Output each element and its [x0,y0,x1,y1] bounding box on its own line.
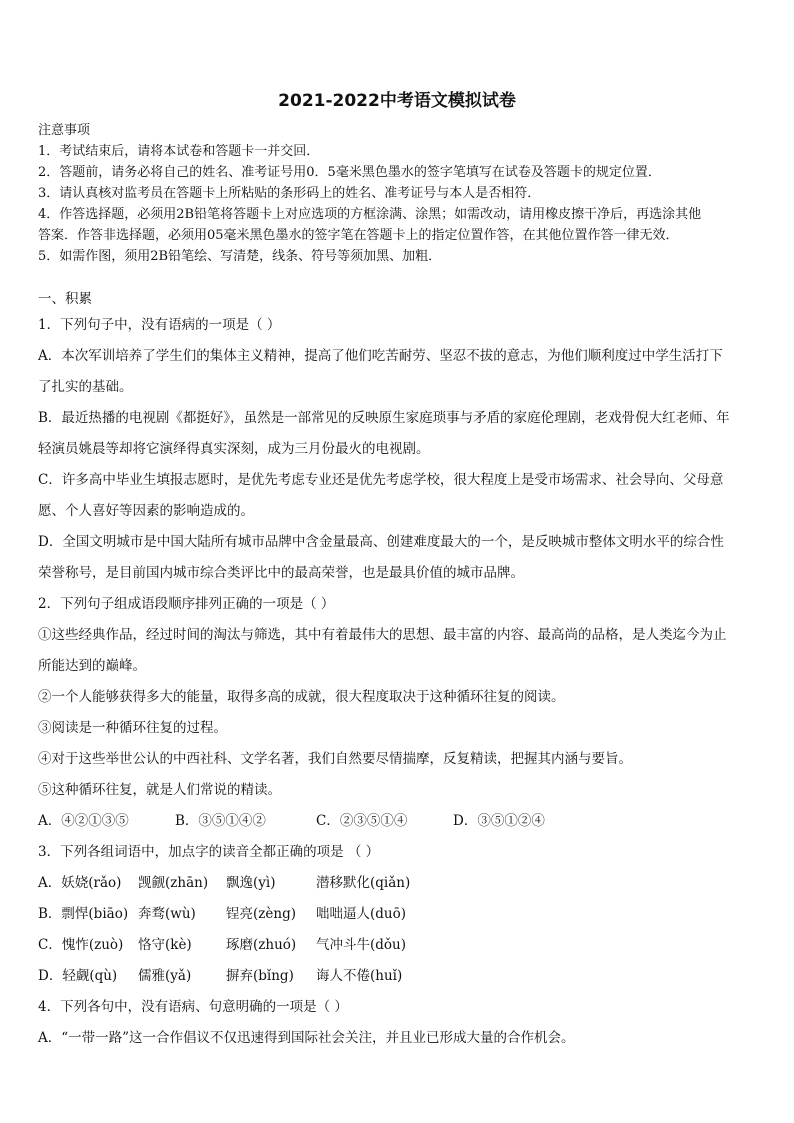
question-2-stem: 2．下列句子组成语段顺序排列正确的一项是（ ） [38,596,335,612]
exam-page [38,0,756,1054]
q2-option-b: B．③⑤①④② [175,813,266,829]
q1-option-b-cont: 轻演员姚晨等却将它演绎得真实深刻，成为三月份最火的电视剧。 [38,441,430,457]
q3-word: 琢磨(zhuó) [226,937,297,953]
q3-word: 摒弃(bǐng) [226,968,294,984]
q2-sentence-4: ④对于这些举世公认的中西社科、文学名著，我们自然要尽情揣摩，反复精读，把握其内涵与要旨。 [38,751,632,767]
q2-option-a: A．④②①③⑤ [38,813,129,829]
q1-option-a-cont: 了扎实的基础。 [38,379,133,395]
q3-word: 咄咄逼人(duō) [316,906,406,922]
q1-option-b: B．最近热播的电视剧《都挺好》，虽然是一部常见的反映原生家庭琐事与矛盾的家庭伦理剧，老戏骨倪大红老师、年 [38,410,730,426]
q3-word: 潜移默化(qiǎn) [316,875,411,891]
q2-sentence-5: ⑤这种循环往复，就是人们常说的精读。 [38,782,281,798]
q4-option-a: A．“一带一路”这一合作倡议不仅迅速得到国际社会关注，并且业已形成大量的合作机会。 [38,1030,575,1046]
question-1-stem: 1．下列句子中，没有语病的一项是（ ） [38,317,281,333]
q3-word: A．妖娆(rǎo) [38,875,122,891]
q3-option-row [38,930,756,961]
notice-heading: 注意事项 [38,123,91,138]
q3-word: C．愧怍(zuò) [38,937,124,953]
q1-option-d: D．全国文明城市是中国大陆所有城市品牌中含金量最高、创建难度最大的一个，是反映城市整体文明水平的综合性 [38,534,724,550]
notice-line: 2．答题前，请务必将自己的姓名、准考证号用0．5毫米黑色墨水的签字笔填写在试卷及答题卡的规定位置． [38,165,661,180]
q3-word: B．剽悍(biāo) [38,906,129,922]
q3-word: 气冲斗牛(dǒu) [316,937,406,953]
page-title: 2021-2022中考语文模拟试卷 [278,91,516,111]
q2-sentence-1: ①这些经典作品，经过时间的淘汰与筛选，其中有着最伟大的思想、最丰富的内容、最高尚的品格，是人类迄今为止 [38,627,727,643]
q3-option-row [38,899,756,930]
q3-word: 诲人不倦(huǐ) [316,968,403,984]
q3-word: 飘逸(yì) [226,875,276,891]
notice-line: 1．考试结束后，请将本试卷和答题卡一并交回． [38,144,320,159]
q2-sentence-2: ②一个人能够获得多大的能量，取得多高的成就，很大程度取决于这种循环往复的阅读。 [38,689,565,705]
notice-line: 答案．作答非选择题，必须用05毫米黑色墨水的签字笔在答题卡上的指定位置作答，在其他位置作答一律无效． [38,228,679,243]
section-heading: 一、积累 [38,291,92,307]
q2-option-d: D．③⑤①②④ [453,813,545,829]
q2-options [38,806,756,837]
questions [38,310,756,1054]
q1-option-c-cont: 愿、个人喜好等因素的影响造成的。 [38,503,254,519]
q1-option-c: C．许多高中毕业生填报志愿时，是优先考虑专业还是优先考虑学校，很大程度上是受市场需求、社会导向、父母意 [38,472,724,488]
question-4-stem: 4．下列各句中，没有语病、句意明确的一项是（ ） [38,999,348,1015]
q3-word: 恪守(kè) [138,937,192,953]
q3-word: 儒雅(yǎ) [138,968,192,984]
q3-word: 奔骛(wù) [138,906,196,922]
q2-option-c: C．②③⑤①④ [316,813,408,829]
question-3-stem: 3．下列各组词语中，加点字的读音全都正确的项是 （ ） [38,844,380,860]
q1-option-d-cont: 荣誉称号，是目前国内城市综合类评比中的最高荣誉，也是最具价值的城市品牌。 [38,565,524,581]
q3-option-row [38,961,756,992]
notice-line: 3．请认真核对监考员在答题卡上所粘贴的条形码上的姓名、准考证号与本人是否相符． [38,186,541,201]
q2-sentence-1-cont: 所能达到的巅峰。 [38,658,146,674]
q3-word: 锃亮(zèng) [226,906,296,922]
q1-option-a: A．本次军训培养了学生们的集体主义精神，提高了他们吃苦耐劳、坚忍不拔的意志，为他们顺利度过中学生活打下 [38,348,723,364]
notice-block [38,120,756,267]
notice-line: 4．作答选择题，必须用2B铅笔将答题卡上对应选项的方框涂满、涂黑；如需改动，请用橡皮擦干净后，再选涂其他 [38,207,702,222]
q3-word: 觊觎(zhān) [138,875,209,891]
q3-option-row [38,868,756,899]
q3-word: D．轻觑(qù) [38,968,118,984]
q2-sentence-3: ③阅读是一种循环往复的过程。 [38,720,227,736]
notice-line: 5．如需作图，须用2B铅笔绘、写清楚，线条、符号等须加黑、加粗． [38,249,442,264]
